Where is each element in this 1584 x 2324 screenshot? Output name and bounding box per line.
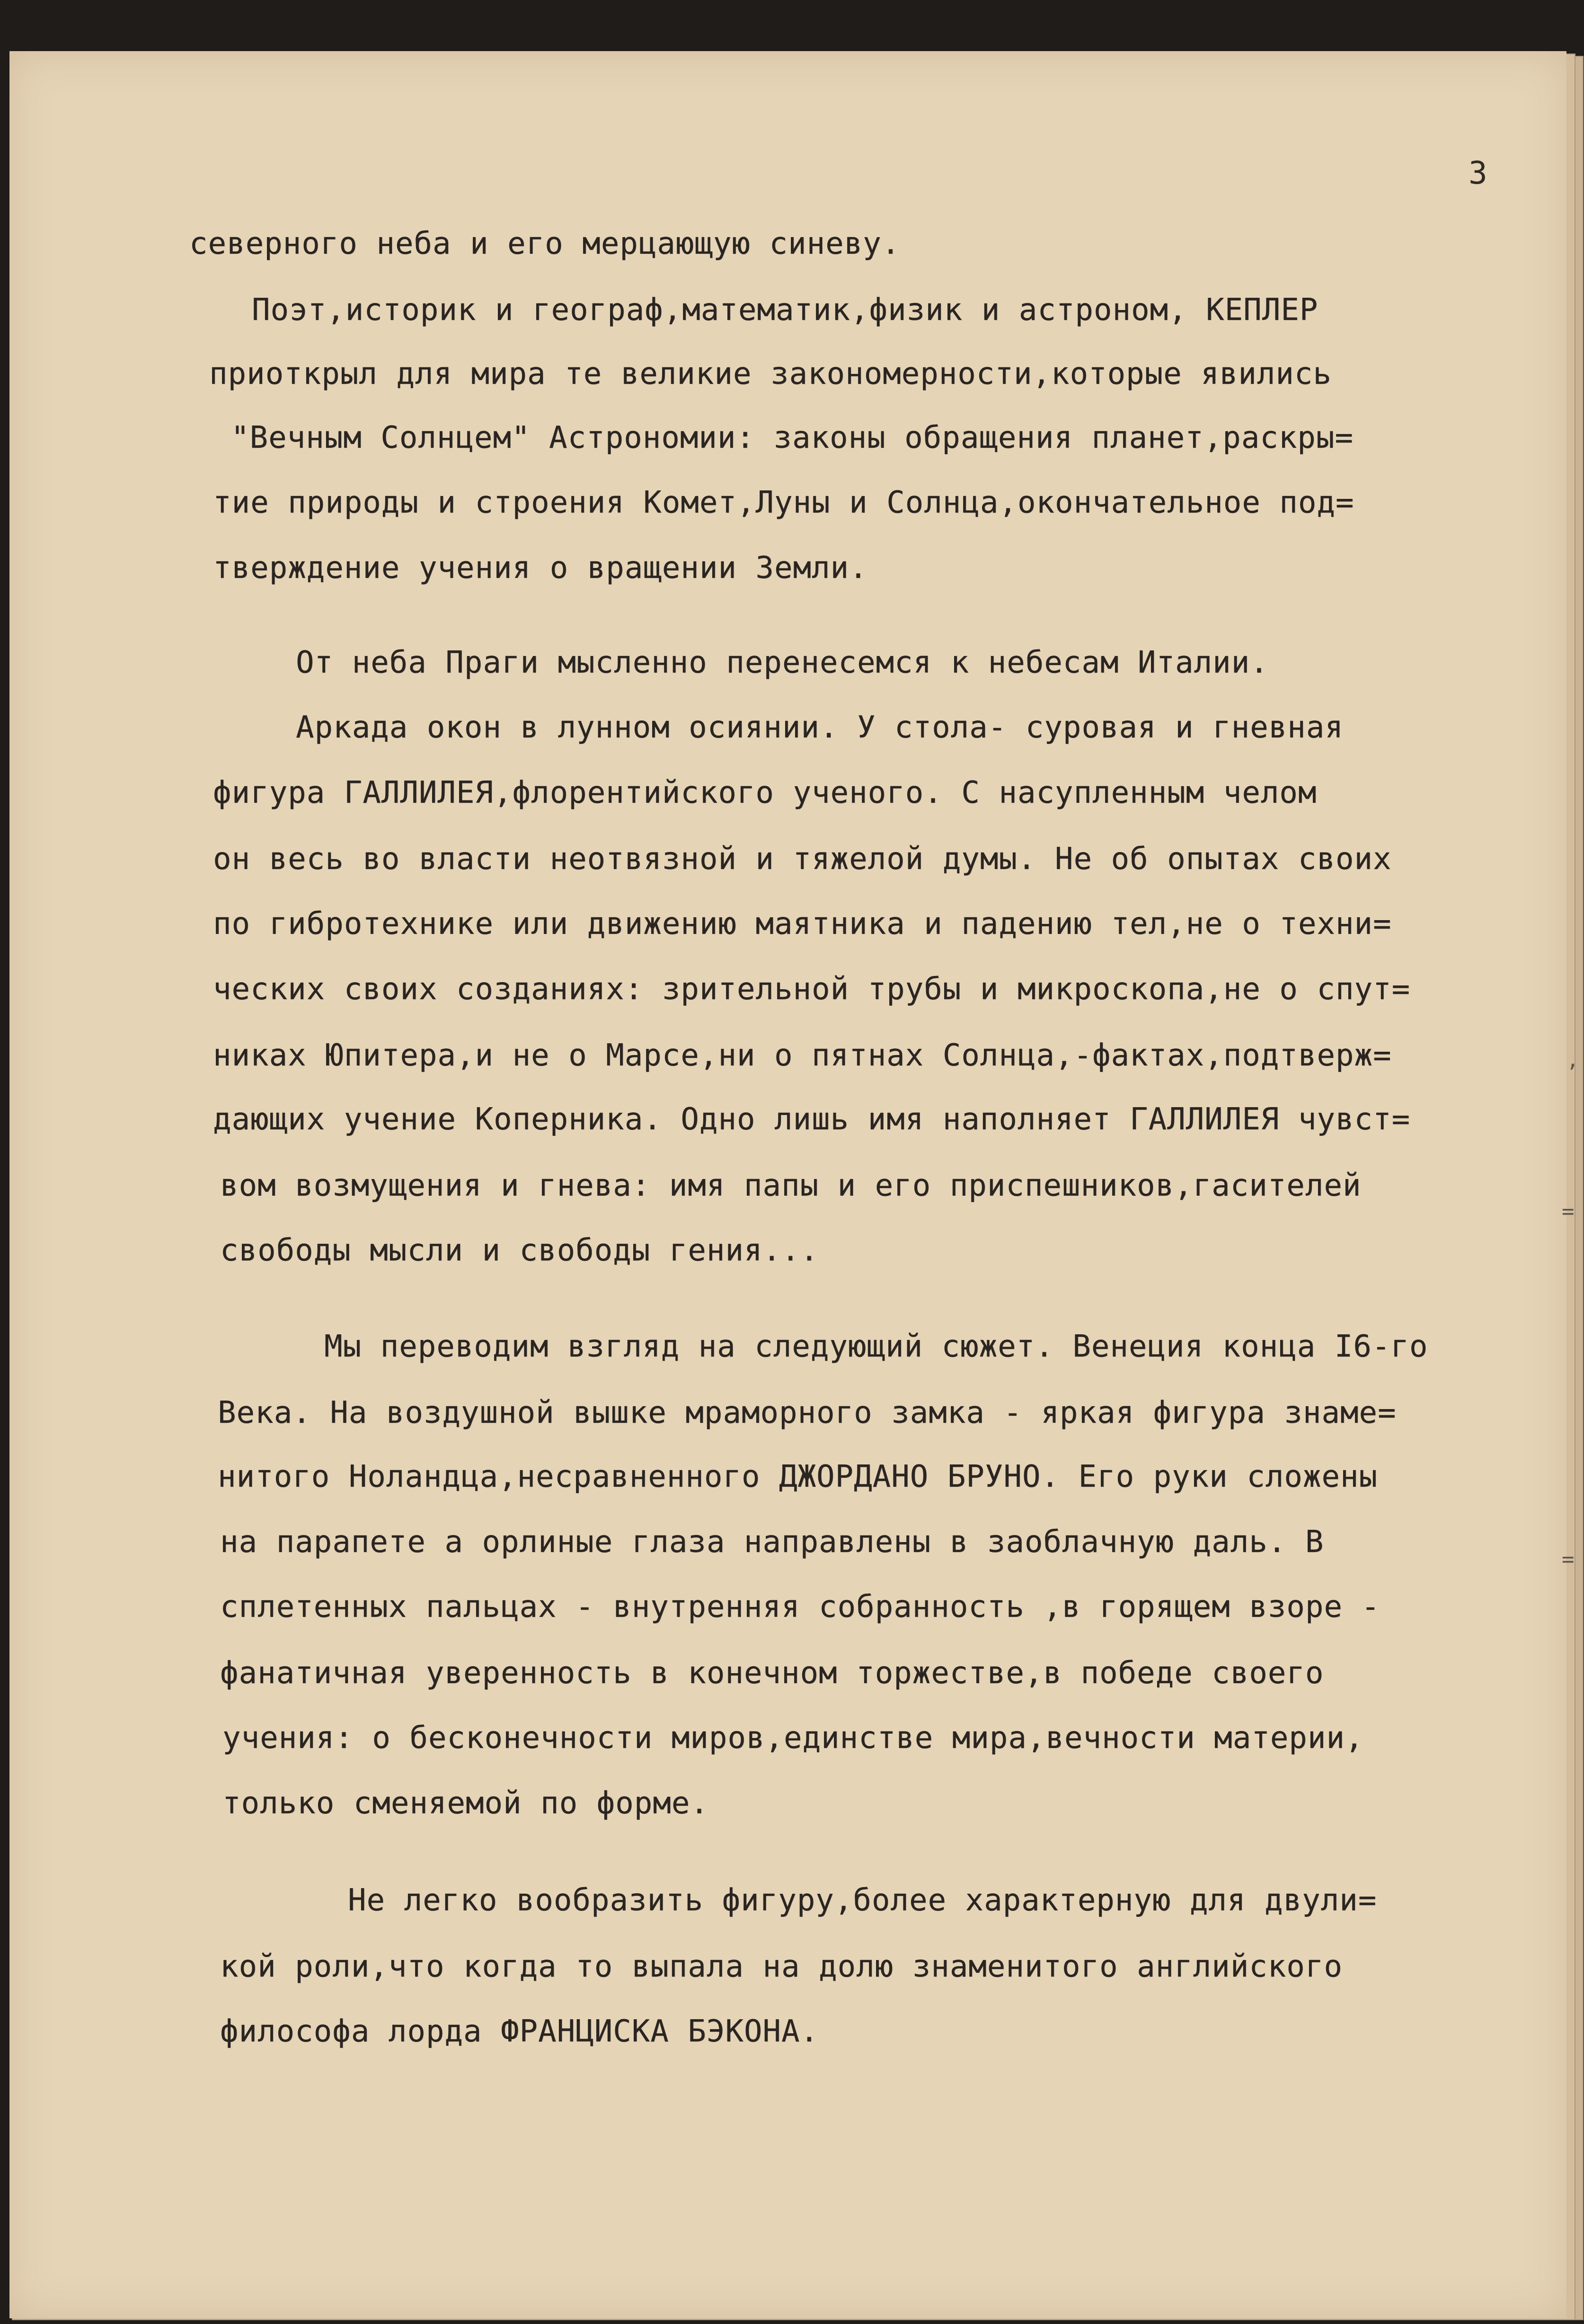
margin-mark: =: [1562, 1199, 1575, 1224]
text-line: Поэт,историк и географ,математик,физик и астроном, КЕПЛЕР: [252, 293, 1319, 328]
text-line: сплетенных пальцах - внутренняя собранность ,в горящем взоре -: [220, 1589, 1380, 1624]
text-line: тверждение учения о вращении Земли.: [213, 550, 868, 585]
text-line: северного неба и его мерцающую синеву.: [189, 226, 901, 261]
text-line: тие природы и строения Комет,Луны и Солнца,окончательное под=: [213, 485, 1354, 520]
text-line: Мы переводим взгляд на следующий сюжет. Венеция конца I6-го: [324, 1329, 1428, 1364]
text-line: только сменяемой по форме.: [222, 1786, 709, 1821]
text-line: "Вечным Солнцем" Астрономии: законы обращения планет,раскры=: [231, 420, 1354, 455]
margin-mark: ,: [1566, 1048, 1579, 1072]
text-line: приоткрыл для мира те великие закономерности,которые явились: [209, 356, 1332, 391]
text-line: фанатичная уверенность в конечном торжестве,в победе своего: [220, 1656, 1324, 1691]
text-line: он весь во власти неотвязной и тяжелой думы. Не об опытах своих: [213, 842, 1392, 877]
text-line: ческих своих созданиях: зрительной трубы и микроскопа,не о спут=: [213, 972, 1410, 1007]
text-line: по гибротехнике или движению маятника и падению тел,не о техни=: [213, 906, 1392, 941]
text-line: свободы мысли и свободы гения...: [220, 1233, 819, 1268]
text-line: никах Юпитера,и не о Марсе,ни о пятнах Солнца,-фактах,подтверж=: [213, 1038, 1392, 1073]
text-line: Не легко вообразить фигуру,более характерную для двули=: [348, 1883, 1377, 1918]
text-line: Века. На воздушной вышке мраморного замка - яркая фигура знаме=: [218, 1395, 1397, 1430]
text-line: От неба Праги мысленно перенесемся к небесам Италии.: [296, 645, 1269, 680]
text-line: фигура ГАЛЛИЛЕЯ,флорентийского ученого. С насупленным челом: [213, 775, 1317, 810]
text-line: вом возмущения и гнева: имя папы и его приспешников,гасителей: [220, 1168, 1362, 1203]
text-line: Аркада окон в лунном осиянии. У стола- суровая и гневная: [296, 710, 1344, 745]
text-line: учения: о бесконечности миров,единстве мира,вечности материи,: [222, 1721, 1364, 1756]
text-line: дающих учение Коперника. Одно лишь имя наполняет ГАЛЛИЛЕЯ чувст=: [213, 1102, 1410, 1137]
page-number: 3: [1469, 155, 1487, 191]
text-line: философа лорда ФРАНЦИСКА БЭКОНА.: [220, 2014, 819, 2049]
margin-mark: =: [1562, 1547, 1575, 1571]
typewritten-page: [9, 51, 1579, 2318]
text-line: кой роли,что когда то выпала на долю знаменитого английского: [220, 1949, 1343, 1984]
text-line: нитого Ноландца,несравненного ДЖОРДАНО БРУНО. Его руки сложены: [218, 1459, 1378, 1494]
text-line: на парапете а орлиные глаза направлены в заоблачную даль. В: [220, 1525, 1324, 1560]
